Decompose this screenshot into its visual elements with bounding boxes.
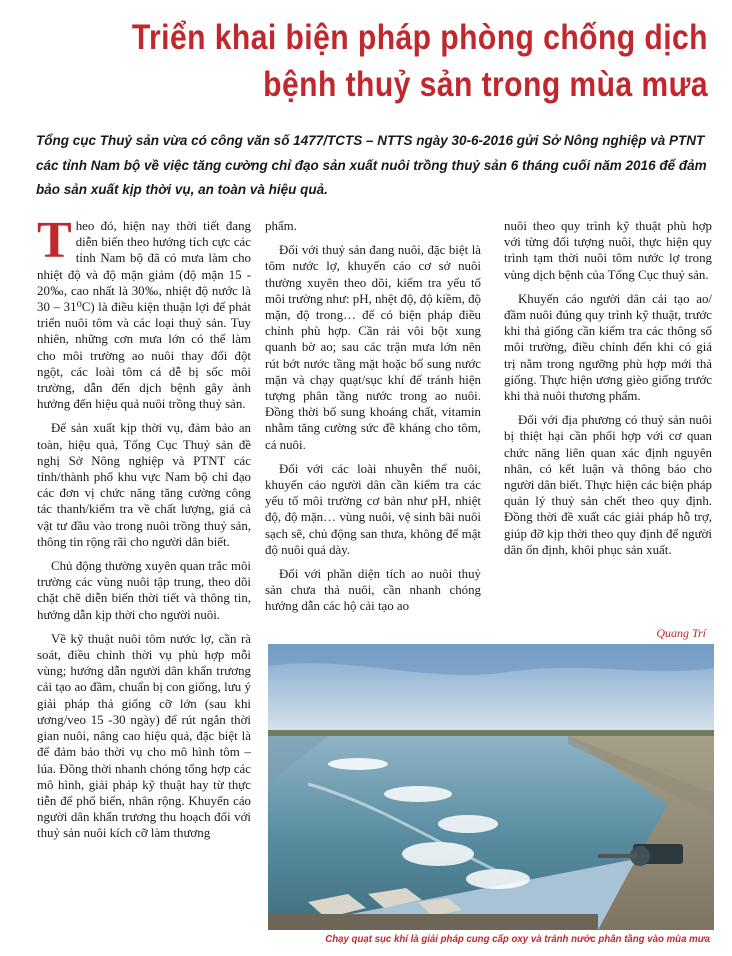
article-column-3 [504,218,712,566]
paragraph: nuôi theo quy trình kỹ thuật phù hợp với từng đối tượng nuôi, thực hiện quy trình tạm thời nuôi tôm nước lợ trong vùng dịch bệnh của Tổng Cục thuỷ sản. [504,219,712,282]
paragraph: Để sản xuất kịp thời vụ, đảm bảo an toàn, hiệu quả, Tổng Cục Thuỷ sản đề nghị Sở Nông nghiệp và PTNT các tỉnh/thành phố khu vực Nam bộ chỉ đạo các đơn vị chức năng tăng cường công tác thanh/kiểm tra về chất lượng, giá cả vật tư đầu vào trong nuôi trồng thuỷ sản, thông tin rộng rãi cho người dân biết. [37,421,251,549]
paragraph [37,212,251,412]
pond-photo [268,644,714,930]
pond-aerator-image [268,644,714,930]
lead-paragraph: Tổng cục Thuỷ sản vừa có công văn số 1477/TCTS – NTTS ngày 30-6-2016 gửi Sở Nông nghiệp và PTNT các tỉnh Nam bộ về việc tăng cường chỉ đạo sản xuất nuôi trồng thuỷ sản 6 tháng cuối năm 2016 để đảm bảo sản xuất kịp thời vụ, an toàn và hiệu quả. [36,133,707,197]
drop-cap: T [37,212,72,269]
article-column-2 [265,218,481,623]
paragraph: Chủ động thường xuyên quan trắc môi trường các vùng nuôi tập trung, theo dõi chặt chẽ diễn biến thời tiết và thông tin, hướng dẫn kịp thời cho người nuôi. [37,559,251,622]
paragraph: Đối với phần diện tích ao nuôi thuỷ sản chưa thả nuôi, cần nhanh chóng hướng dẫn các hộ cải tạo ao [265,567,481,614]
photo-caption: Chạy quạt sục khí là giải pháp cung cấp oxy và tránh nước phân tầng vào mùa mưa [325,933,710,945]
paragraph: Đối với thuỷ sản đang nuôi, đặc biệt là tôm nước lợ, khuyến cáo cơ sở nuôi thường xuyên theo dõi, kiểm tra yếu tố môi trường như: pH, nhệt độ, độ kiềm, độ mặn, độ trong… để có biện pháp điều chỉnh phù hợp. Cần rải vôi bột xung quanh bờ ao; sau các trận mưa lớn nên rút bớt nước tầng mặt hoặc bổ sung nước mặn và chạy quạt/sục khí để tránh hiện tượng phân tầng nước trong ao nuôi. Đồng thời bổ sung khoáng chất, vitamin nhằm tăng cường sức đề kháng cho tôm, cá nuôi. [265,243,481,452]
article-title [115,14,708,108]
paragraph: phẩm. [265,219,297,233]
paragraph: Đối với các loài nhuyễn thể nuôi, khuyến cáo người dân cần kiểm tra các yếu tố môi trường cơ bản như pH, nhiệt độ, độ mặn… vùng nuôi, vệ sinh bãi nuôi sạch sẽ, chủ động san thưa, không để mật độ nuôi quá dày. [265,461,481,557]
author-byline: Quang Trí [656,626,706,640]
title-line-2: bệnh thuỷ sản trong mùa mưa [263,65,708,104]
paragraph: Khuyến cáo người dân cải tạo ao/đầm nuôi đúng quy trình kỹ thuật, trước khi thả giống cần kiểm tra các thông số môi trường, điều chỉnh đến khi có giá trị nằm trong ngưỡng phù hợp mới thả giống. Thực hiện ương gièo giống trước khi thả nuôi thương phẩm. [504,291,712,404]
paragraph: Về kỹ thuật nuôi tôm nước lợ, cần rà soát, điều chỉnh thời vụ phù hợp mỗi vùng; hướng dẫn người dân khẩn trương cải tạo ao đầm, chuẩn bị con giống, lưu ý giải pháp thả giống cỡ lớn (sau khi ương/veo 15 -30 ngày) để rút ngắn thời gian nuôi, nâng cao hiệu quả, đặc biệt là để đảm bảo thời vụ cho mô hình tôm – lúa. Đồng thời nhanh chóng tổng hợp các mô hình, giải pháp kỹ thuật hay từ thực tiễn để phổ biến, nhân rộng. Khuyến cáo người dân khẩn trương thu hoạch đối với thuỷ sản nuôi kích cỡ làm thương [37,631,251,841]
article-column-1 [37,212,251,850]
title-line-1: Triển khai biện pháp phòng chống dịch [131,18,708,57]
paragraph-text: heo đó, hiện nay thời tiết đang diễn biến theo hướng tích cực các tỉnh Nam bộ đã có mưa làm cho nhiệt độ và độ mặn giảm (độ mặn 15 - 20‰, cao nhất là 30‰, nhiệt độ nước là 30 – 31⁰C) là điều kiện thuận lợi để phát triển nuôi tôm và các loại thuỷ sản. Tuy nhiên, những cơn mưa lớn có thể làm cho môi trường ao nuôi thay đổi đột ngột, các loài tôm cá dễ bị sốc môi trường, dẫn đến dịch bệnh gây ảnh hưởng đến hiệu quả nuôi trồng thuỷ sản. [37,219,251,412]
paragraph: Đối với địa phương có thuỷ sản nuôi bị thiệt hại cần phối hợp với cơ quan chức năng liên quan xác định nguyên nhân, có kết luận và thông báo cho người dân biết. Thực hiện các biện pháp quản lý thuỷ sản chết theo quy định. Đồng thời đề xuất các giải pháp hỗ trợ, giúp đỡ kịp thời theo quy định để người dân ổn định, khôi phục sản xuất. [504,413,712,557]
